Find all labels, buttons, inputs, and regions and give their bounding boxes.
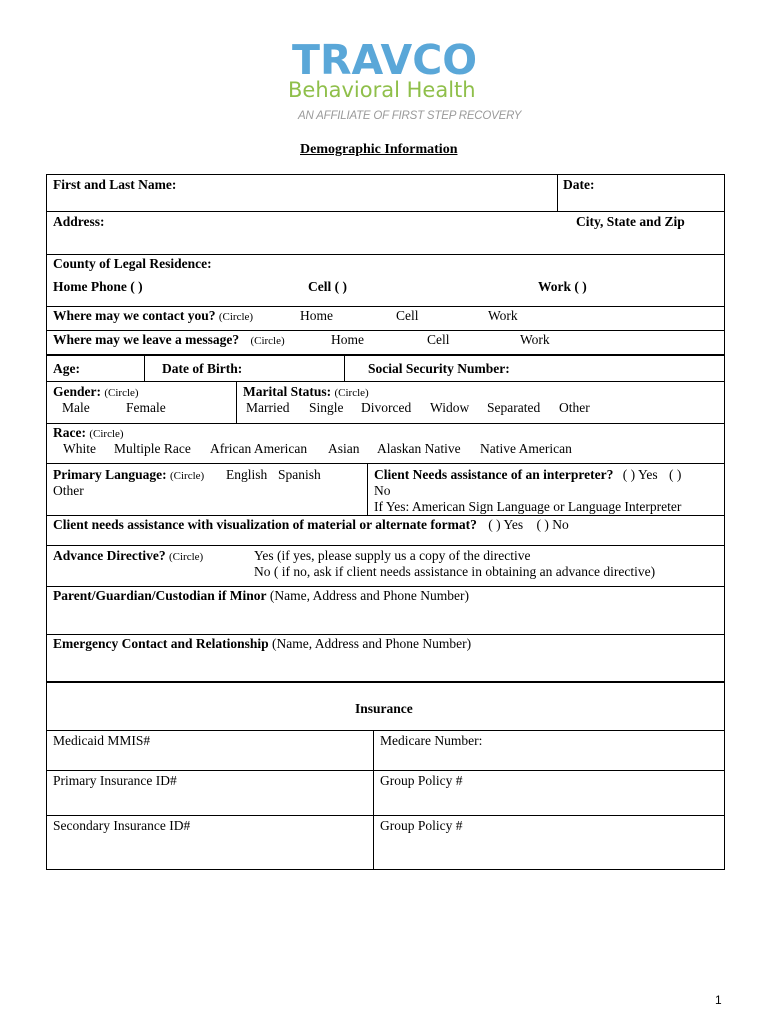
language-option-english[interactable]: English	[226, 467, 268, 482]
race-option-multiple[interactable]: Multiple Race	[114, 441, 191, 456]
gender-label: Gender:	[53, 384, 101, 399]
ssn-label: Social Security Number:	[368, 361, 510, 376]
marital-question	[243, 384, 369, 400]
logo-name: TRAVCO	[292, 36, 478, 84]
contact-option-work[interactable]: Work	[488, 308, 518, 323]
dob-label: Date of Birth:	[162, 361, 243, 376]
secondary-insurance-label: Secondary Insurance ID#	[53, 818, 191, 833]
advance-label: Advance Directive?	[53, 548, 166, 563]
age-label: Age:	[53, 361, 80, 376]
guardian-detail: (Name, Address and Phone Number)	[269, 588, 469, 603]
race-option-alaskan[interactable]: Alaskan Native	[377, 441, 461, 456]
page-number: 1	[715, 993, 722, 1007]
visualization-no[interactable]: ( ) No	[536, 517, 569, 532]
home-phone-label: Home Phone ( )	[53, 279, 143, 294]
group-policy-label-1: Group Policy #	[380, 773, 463, 788]
medicare-label: Medicare Number:	[380, 733, 483, 748]
advance-hint: (Circle)	[168, 551, 204, 563]
interpreter-yes[interactable]: ( ) Yes	[622, 467, 658, 482]
interpreter-no[interactable]: No	[374, 483, 391, 498]
language-hint: (Circle)	[170, 470, 205, 482]
gender-question	[53, 384, 139, 400]
message-question	[53, 332, 285, 348]
race-label: Race:	[53, 425, 86, 440]
city-state-zip-label: City, State and Zip	[576, 214, 685, 229]
insurance-title: Insurance	[355, 701, 413, 716]
race-option-african-american[interactable]: African American	[210, 441, 308, 456]
date-label: Date:	[563, 177, 595, 192]
message-label: Where may we leave a message?	[53, 332, 240, 347]
gender-option-female[interactable]: Female	[126, 400, 166, 415]
interpreter-if-yes: If Yes: American Sign Language or Language Interpreter	[374, 499, 682, 514]
interpreter-no-paren[interactable]: ( )	[668, 467, 682, 482]
logo-tagline: AN AFFILIATE OF FIRST STEP RECOVERY	[298, 110, 522, 122]
marital-option-single[interactable]: Single	[309, 400, 344, 415]
visualization-label: Client needs assistance with visualization of material or alternate format?	[53, 517, 477, 532]
interpreter-label: Client Needs assistance of an interpreter?	[374, 467, 614, 482]
page-title: Demographic Information	[300, 142, 458, 157]
visualization-yes[interactable]: ( ) Yes	[488, 517, 524, 532]
message-hint: (Circle)	[250, 335, 285, 347]
advance-question	[53, 548, 203, 564]
emergency-detail: (Name, Address and Phone Number)	[272, 636, 472, 651]
language-question	[53, 467, 204, 483]
group-policy-label-2: Group Policy #	[380, 818, 463, 833]
marital-option-divorced[interactable]: Divorced	[361, 400, 412, 415]
emergency-field	[53, 636, 471, 652]
message-option-home[interactable]: Home	[331, 332, 364, 347]
race-hint: (Circle)	[89, 428, 124, 440]
marital-option-widow[interactable]: Widow	[430, 400, 470, 415]
marital-label: Marital Status:	[243, 384, 332, 399]
advance-yes[interactable]: Yes (if yes, please supply us a copy of the directive	[254, 548, 531, 563]
work-phone-label: Work ( )	[538, 279, 587, 294]
race-option-white[interactable]: White	[63, 441, 96, 456]
contact-question	[53, 308, 253, 324]
contact-option-home[interactable]: Home	[300, 308, 333, 323]
race-option-native-american[interactable]: Native American	[480, 441, 572, 456]
medicaid-label: Medicaid MMIS#	[53, 733, 151, 748]
contact-hint: (Circle)	[218, 311, 254, 323]
name-label: First and Last Name:	[53, 177, 177, 192]
marital-option-married[interactable]: Married	[246, 400, 290, 415]
language-option-other[interactable]: Other	[53, 483, 84, 498]
language-option-spanish[interactable]: Spanish	[278, 467, 321, 482]
emergency-label: Emergency Contact and Relationship	[53, 636, 269, 651]
message-option-work[interactable]: Work	[520, 332, 550, 347]
marital-option-separated[interactable]: Separated	[487, 400, 541, 415]
county-label: County of Legal Residence:	[53, 256, 212, 271]
logo-subtitle: Behavioral Health	[288, 78, 476, 102]
cell-phone-label: Cell ( )	[308, 279, 347, 294]
marital-option-other[interactable]: Other	[559, 400, 590, 415]
marital-hint: (Circle)	[334, 387, 369, 399]
language-label: Primary Language:	[53, 467, 167, 482]
interpreter-question	[374, 467, 681, 483]
visualization-question	[53, 517, 569, 533]
contact-option-cell[interactable]: Cell	[396, 308, 419, 323]
race-question	[53, 425, 124, 441]
gender-option-male[interactable]: Male	[62, 400, 90, 415]
primary-insurance-label: Primary Insurance ID#	[53, 773, 177, 788]
address-label: Address:	[53, 214, 105, 229]
contact-label: Where may we contact you?	[53, 308, 216, 323]
message-option-cell[interactable]: Cell	[427, 332, 450, 347]
guardian-field	[53, 588, 469, 604]
gender-hint: (Circle)	[104, 387, 139, 399]
guardian-label: Parent/Guardian/Custodian if Minor	[53, 588, 267, 603]
advance-no[interactable]: No ( if no, ask if client needs assistance in obtaining an advance directive)	[254, 564, 656, 579]
race-option-asian[interactable]: Asian	[328, 441, 360, 456]
